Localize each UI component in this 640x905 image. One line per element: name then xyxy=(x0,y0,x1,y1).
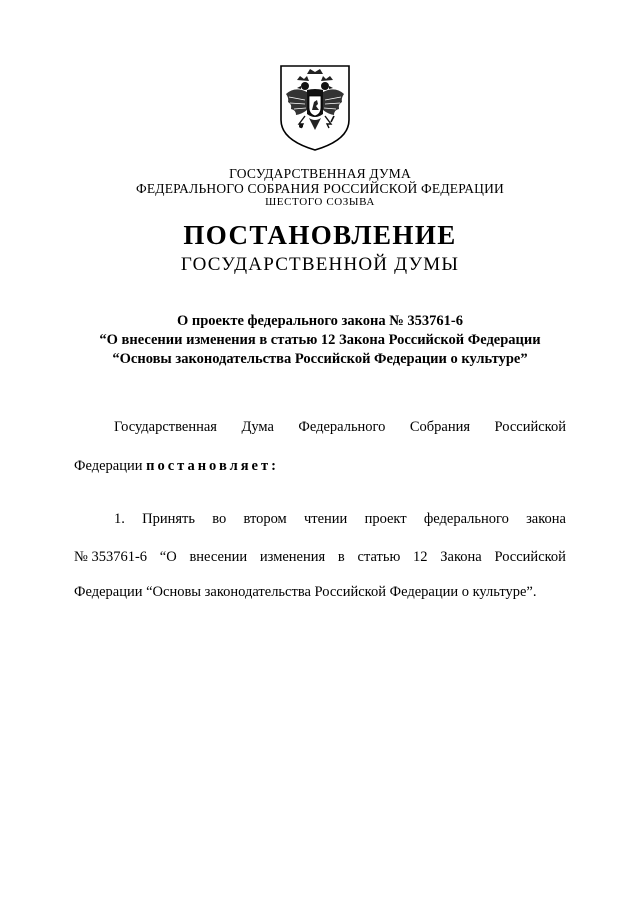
subject-line-2: “О внесении изменения в статью 12 Закона Российской Федерации xyxy=(99,332,541,348)
clause-word: втором xyxy=(243,511,287,527)
emblem xyxy=(277,64,353,152)
org-name-line1: ГОСУДАРСТВЕННАЯ ДУМА xyxy=(229,166,411,181)
document-type-title: ПОСТАНОВЛЕНИЕ xyxy=(183,220,457,250)
org-name-line2: ФЕДЕРАЛЬНОГО СОБРАНИЯ РОССИЙСКОЙ ФЕДЕРАЦИИ xyxy=(136,181,504,196)
preamble-word: Собрания xyxy=(409,419,471,435)
clause-word: статью xyxy=(357,549,401,565)
preamble-line2-start: Федерации xyxy=(74,458,143,474)
clause-word: во xyxy=(212,511,227,527)
preamble-line-2 xyxy=(74,458,566,475)
clause-word: в xyxy=(337,549,345,565)
clause-word: Российской xyxy=(494,549,566,565)
clause-word: закона xyxy=(526,511,566,527)
clause-word: Принять xyxy=(142,511,195,527)
subject-line-3: “Основы законодательства Российской Федерации о культуре” xyxy=(112,351,528,367)
clause-1-line-1 xyxy=(74,511,566,528)
clause-word: проект xyxy=(364,511,407,527)
clause-word: № 353761-6 xyxy=(74,549,148,565)
clause-word: чтении xyxy=(303,511,348,527)
preamble-word: Российской xyxy=(494,419,566,435)
preamble-word: Дума xyxy=(241,419,274,435)
clause-1-line-3: Федерации “Основы законодательства Российской Федерации о культуре”. xyxy=(74,584,537,600)
subject-line-1: О проекте федерального закона № 353761-6 xyxy=(176,313,464,329)
preamble-line-1 xyxy=(74,419,566,436)
clause-word: федерального xyxy=(423,511,509,527)
preamble-word: Федерального xyxy=(298,419,386,435)
russian-coat-of-arms-icon xyxy=(277,64,353,152)
clause-word: 1. xyxy=(114,511,125,527)
clause-word: Закона xyxy=(440,549,482,565)
clause-word: 12 xyxy=(413,549,428,565)
decree-word: постановляет: xyxy=(146,458,279,474)
preamble-word: Государственная xyxy=(114,419,217,435)
document-issuer: ГОСУДАРСТВЕННОЙ ДУМЫ xyxy=(180,254,460,275)
clause-word: изменения xyxy=(259,549,326,565)
convocation: ШЕСТОГО СОЗЫВА xyxy=(265,196,375,208)
clause-word: “О xyxy=(159,549,177,565)
clause-word: внесении xyxy=(189,549,248,565)
clause-1-line-2 xyxy=(74,549,566,566)
